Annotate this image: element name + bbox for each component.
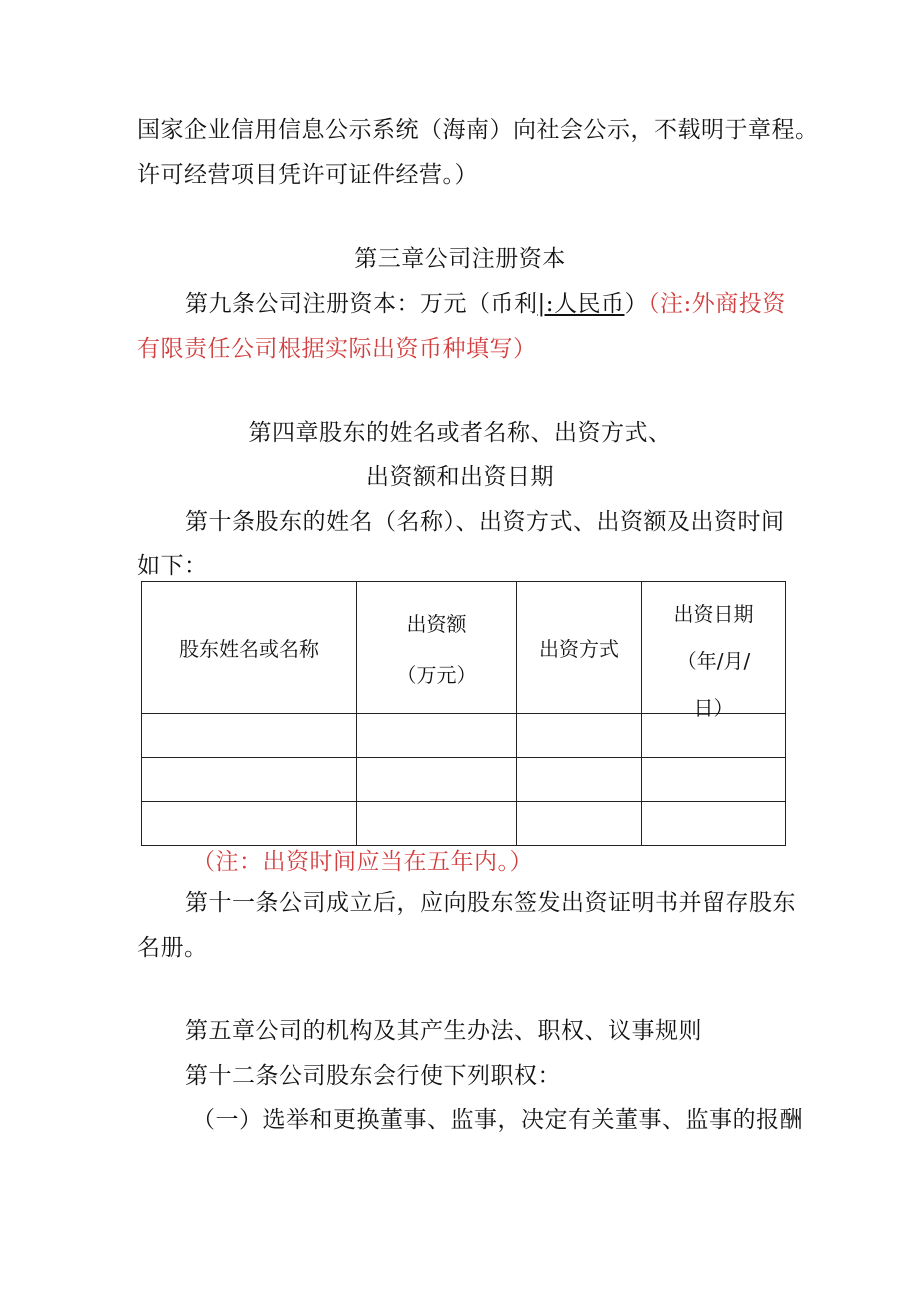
- table-header-row: [142, 582, 786, 714]
- table-cell: [642, 802, 786, 846]
- header-amount-unit: （万元）: [396, 662, 477, 687]
- currency-field: |:人民币: [537, 291, 625, 317]
- table-cell: [142, 758, 357, 802]
- header-date-label: 出资日期: [673, 602, 754, 626]
- table-cell: [357, 714, 517, 758]
- table-cell: [142, 714, 357, 758]
- article-9: [185, 289, 786, 319]
- chapter-4-title-cont: 出资额和出资日期: [366, 464, 554, 490]
- capital-contribution-table: [141, 581, 786, 846]
- article-12-item-1: （一）选举和更换董事、监事，决定有关董事、监事的报酬: [192, 1107, 803, 1133]
- header-amount-label: 出资额: [406, 611, 467, 636]
- paragraph-line: 许可经营项目凭许可证件经营。）: [137, 162, 478, 188]
- table-cell: [517, 758, 642, 802]
- chapter-5-title: 第五章公司的机构及其产生办法、职权、议事规则: [185, 1018, 702, 1044]
- table-cell: [517, 802, 642, 846]
- table-cell: [517, 714, 642, 758]
- table-note: （注：出资时间应当在五年内。）: [192, 849, 533, 875]
- header-date-format: （年/月/: [676, 649, 751, 673]
- table-cell: [357, 802, 517, 846]
- article-9-note: （注:外商投资: [648, 291, 786, 317]
- article-10-cont: 如下：: [137, 553, 208, 579]
- table-row: [142, 758, 786, 802]
- paragraph-line: 国家企业信用信息公示系统（海南）向社会公示，不载明于章程。: [137, 117, 819, 143]
- chapter-3-title: 第三章公司注册资本: [354, 246, 566, 272]
- article-9-note-cont: 有限责任公司根据实际出资币种填写）: [137, 336, 537, 362]
- article-9-text: 第九条公司注册资本：万元（币利: [185, 291, 538, 317]
- chapter-4-title: 第四章股东的姓名或者名称、出资方式、: [248, 420, 672, 446]
- article-12: 第十二条公司股东会行使下列职权：: [185, 1063, 561, 1089]
- article-9-close: ）: [624, 291, 648, 317]
- table-cell: [642, 758, 786, 802]
- header-date-format-cont: 日）: [693, 696, 734, 720]
- article-10: 第十条股东的姓名（名称）、出资方式、出资额及出资时间: [185, 509, 785, 535]
- header-date: [642, 582, 786, 720]
- header-method: 出资方式: [517, 582, 642, 714]
- header-amount: [357, 582, 517, 714]
- article-11: 第十一条公司成立后，应向股东签发出资证明书并留存股东: [185, 890, 796, 916]
- table-cell: [142, 802, 357, 846]
- header-shareholder-name: 股东姓名或名称: [142, 582, 357, 714]
- table-cell: [357, 758, 517, 802]
- article-11-cont: 名册。: [137, 935, 208, 961]
- table-row: [142, 802, 786, 846]
